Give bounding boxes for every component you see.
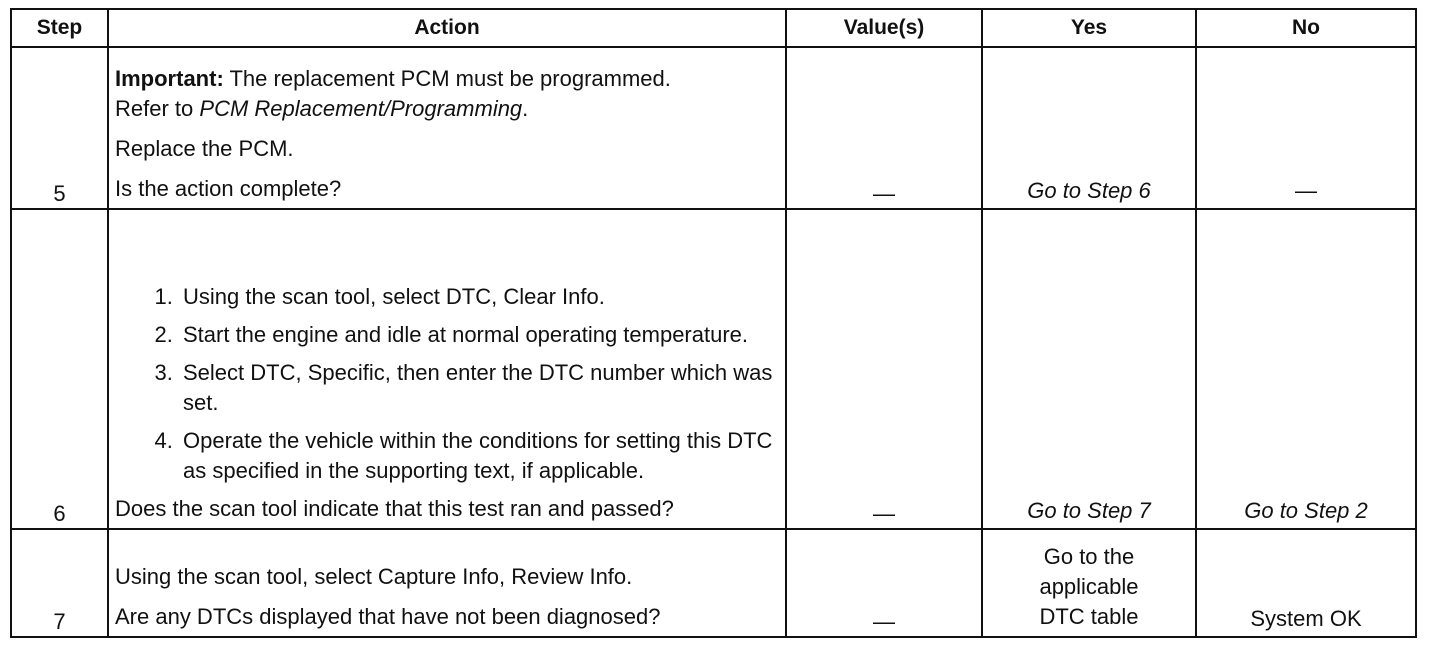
important-note: [115, 64, 777, 124]
value-cell: —: [786, 47, 982, 209]
action-cell: [108, 529, 786, 637]
instruction-text: Replace the PCM.: [115, 136, 294, 161]
step-number: 6: [11, 209, 108, 529]
step-number: 5: [11, 47, 108, 209]
diagnostic-table: [10, 8, 1417, 638]
no-result: —: [1196, 47, 1416, 209]
refer-prefix: Refer to: [115, 96, 194, 121]
yes-result[interactable]: [982, 529, 1196, 637]
value-cell: —: [786, 529, 982, 637]
yes-result-text: Go to the applicable DTC table: [1039, 544, 1139, 629]
action-cell: [108, 47, 786, 209]
list-item: 3. Select DTC, Specific, then enter the DTC number which was set.: [179, 358, 777, 418]
header-action: Action: [108, 9, 786, 47]
instruction-text: Using the scan tool, select Capture Info, Review Info.: [115, 564, 633, 589]
question-text: Are any DTCs displayed that have not been diagnosed?: [115, 604, 661, 629]
important-label: Important:: [115, 66, 224, 91]
refer-suffix: .: [522, 96, 529, 121]
list-item: 4. Operate the vehicle within the conditions for setting this DTC as specified in the supporting text, if applicable.: [179, 426, 777, 486]
header-no: No: [1196, 9, 1416, 47]
header-row: [11, 9, 1416, 47]
procedure-list: [115, 282, 777, 486]
table-row: [11, 209, 1416, 529]
no-result[interactable]: Go to Step 2: [1196, 209, 1416, 529]
question-text: Does the scan tool indicate that this test ran and passed?: [115, 496, 674, 521]
yes-result[interactable]: Go to Step 6: [982, 47, 1196, 209]
no-result: System OK: [1196, 529, 1416, 637]
header-values: Value(s): [786, 9, 982, 47]
procedure-link[interactable]: PCM Replacement/Programming: [199, 96, 523, 121]
header-yes: Yes: [982, 9, 1196, 47]
value-cell: —: [786, 209, 982, 529]
action-cell: [108, 209, 786, 529]
question-text: Is the action complete?: [115, 176, 342, 201]
yes-result[interactable]: Go to Step 7: [982, 209, 1196, 529]
list-item: 2. Start the engine and idle at normal operating temperature.: [179, 320, 777, 350]
important-text: The replacement PCM must be programmed.: [229, 66, 671, 91]
list-item: 1. Using the scan tool, select DTC, Clear Info.: [179, 282, 777, 312]
table-row: [11, 529, 1416, 637]
table-row: [11, 47, 1416, 209]
step-number: 7: [11, 529, 108, 637]
header-step: Step: [11, 9, 108, 47]
